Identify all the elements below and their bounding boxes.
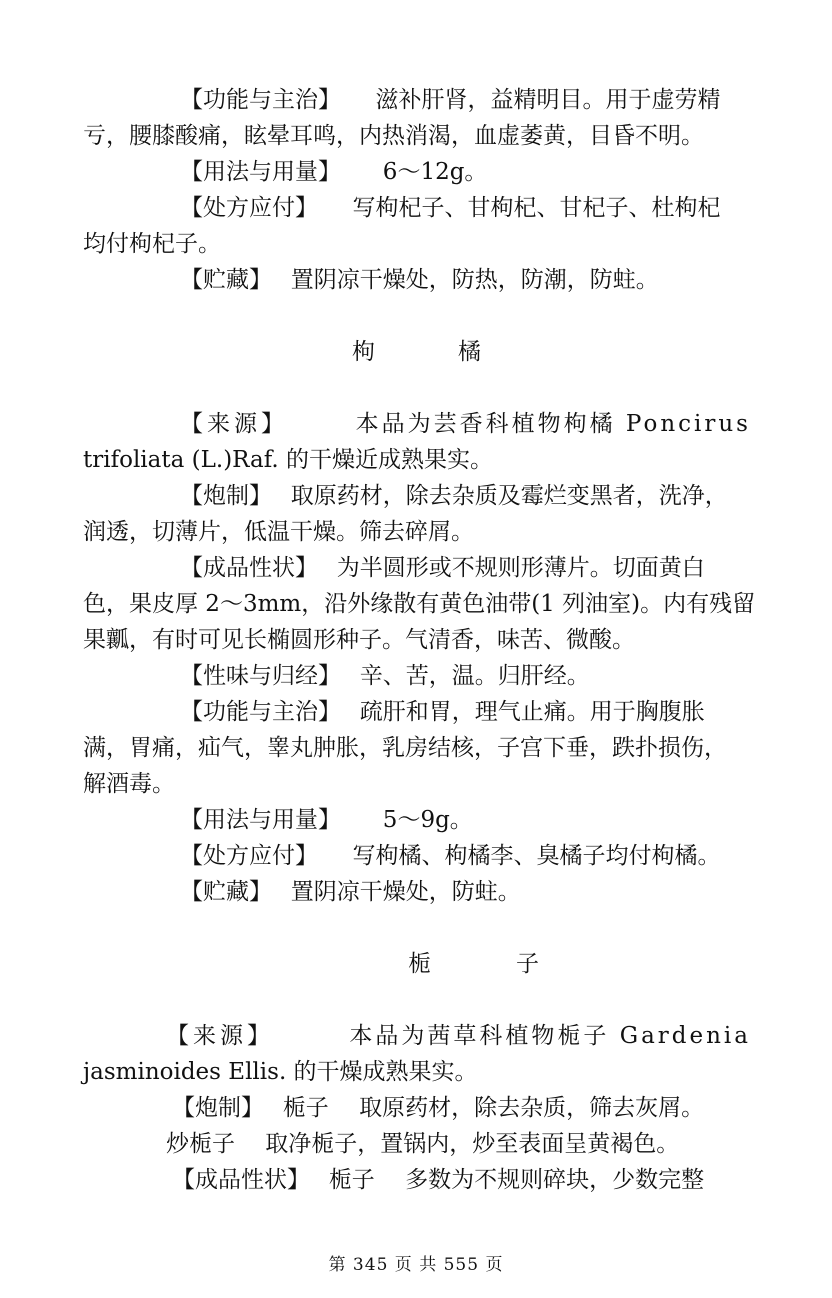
text-line: 满，胃痛，疝气，睾丸肿胀，乳房结核，子宫下垂，跌扑损伤， xyxy=(83,735,727,761)
section-title-char: 栀 xyxy=(408,951,431,977)
text-line xyxy=(166,1018,751,1054)
text-line: 【处方应付】 写枸杞子、甘枸杞、甘杞子、杜枸杞 xyxy=(180,195,721,221)
section-title-char: 枸 xyxy=(352,339,375,365)
section-title-char: 子 xyxy=(516,951,539,977)
text-line: 均付枸杞子。 xyxy=(83,231,221,257)
text-line: jasminoides Ellis. 的干燥成熟果实。 xyxy=(83,1059,478,1085)
text-line: 【贮藏】 置阴凉干燥处，防热，防潮，防蛀。 xyxy=(180,267,659,293)
text-line: 【用法与用量】 6～12g。 xyxy=(180,159,488,185)
section-title-char: 橘 xyxy=(458,339,481,365)
text-line: 【炮制】 栀子 取原药材，除去杂质，筛去灰屑。 xyxy=(172,1095,705,1121)
text-line: 【功能与主治】 疏肝和胃，理气止痛。用于胸腹胀 xyxy=(180,699,705,725)
field-label: 【来源】 xyxy=(166,1023,274,1049)
text-line: 亏，腰膝酸痛，眩晕耳鸣，内热消渴，血虚萎黄，目昏不明。 xyxy=(83,123,704,149)
text-line: 【用法与用量】 5～9g。 xyxy=(180,807,473,833)
text-line: 【性味与归经】 辛、苦，温。归肝经。 xyxy=(180,663,590,689)
text-line: 【成品性状】 为半圆形或不规则形薄片。切面黄白 xyxy=(180,555,705,581)
text-line: trifoliata (L.)Raf. 的干燥近成熟果实。 xyxy=(83,447,494,473)
page-footer: 第 345 页 共 555 页 xyxy=(328,1255,504,1275)
text-line: 【功能与主治】 滋补肝肾，益精明目。用于虚劳精 xyxy=(180,87,721,113)
text-line: 解酒毒。 xyxy=(83,771,175,797)
text-line xyxy=(180,406,751,442)
text-line: 【处方应付】 写枸橘、枸橘李、臭橘子均付枸橘。 xyxy=(180,843,721,869)
field-label: 【来源】 xyxy=(180,411,288,437)
text-line: 色，果皮厚 2～3mm，沿外缘散有黄色油带(1 列油室)。内有残留 xyxy=(83,591,756,617)
text-line: 【炮制】 取原药材，除去杂质及霉烂变黑者，洗净， xyxy=(180,483,728,509)
text-line: 【贮藏】 置阴凉干燥处，防蛀。 xyxy=(180,879,521,905)
text-line: 炒栀子 取净栀子，置锅内，炒至表面呈黄褐色。 xyxy=(166,1131,680,1157)
text-line: 润透，切薄片，低温干燥。筛去碎屑。 xyxy=(83,519,474,545)
field-value: 本品为茜草科植物栀子 Gardenia xyxy=(349,1023,751,1049)
text-line: 【成品性状】 栀子 多数为不规则碎块，少数完整 xyxy=(172,1167,705,1193)
field-value: 本品为芸香科植物枸橘 Poncirus xyxy=(355,411,751,437)
text-line: 果瓤，有时可见长椭圆形种子。气清香，味苦、微酸。 xyxy=(83,627,635,653)
